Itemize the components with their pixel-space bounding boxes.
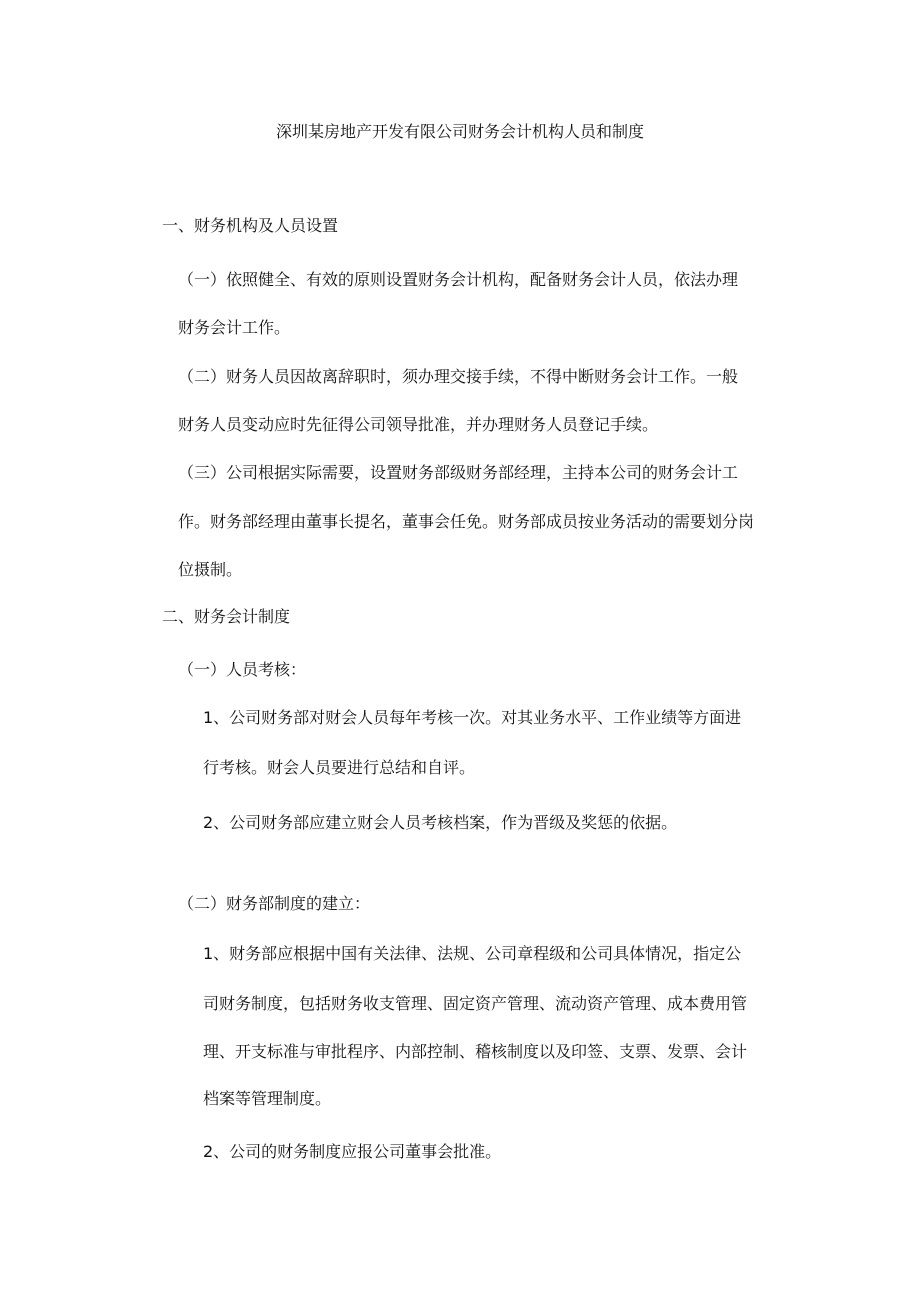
section-heading-2: 二、财务会计制度	[162, 607, 291, 626]
subsection-1-point-1-line-1: 1、公司财务部对财会人员每年考核一次。对其业务水平、工作业绩等方面进	[203, 708, 742, 727]
section-heading-1: 一、财务机构及人员设置	[162, 216, 339, 235]
subsection-2-point-1-line-1: 1、财务部应根据中国有关法律、法规、公司章程级和公司具体情况，指定公	[203, 944, 742, 963]
paragraph-2-line-2: 财务人员变动应时先征得公司领导批准，并办理财务人员登记手续。	[178, 415, 659, 434]
paragraph-3-line-2: 作。财务部经理由董事长提名，董事会任免。财务部成员按业务活动的需要划分岗	[178, 512, 755, 531]
paragraph-1-line-2: 财务会计工作。	[178, 318, 291, 337]
subsection-2-point-1-line-2: 司财务制度，包括财务收支管理、固定资产管理、流动资产管理、成本费用管	[203, 994, 748, 1013]
paragraph-1-line-1: （一）依照健全、有效的原则设置财务会计机构，配备财务会计人员，依法办理	[178, 270, 739, 289]
subsection-2-point-1-line-4: 档案等管理制度。	[203, 1089, 332, 1108]
subsection-heading-1: （一）人员考核：	[178, 660, 307, 679]
subsection-1-point-2-line-1: 2、公司财务部应建立财会人员考核档案，作为晋级及奖惩的依据。	[203, 813, 678, 832]
paragraph-2-line-1: （二）财务人员因故离辞职时，须办理交接手续，不得中断财务会计工作。一般	[178, 367, 739, 386]
subsection-heading-2: （二）财务部制度的建立：	[178, 894, 371, 913]
subsection-1-point-1-line-2: 行考核。财会人员要进行总结和自评。	[203, 758, 476, 777]
document-title: 深圳某房地产开发有限公司财务会计机构人员和制度	[275, 122, 644, 141]
paragraph-3-line-3: 位摄制。	[178, 560, 243, 579]
subsection-2-point-1-line-3: 理、开支标准与审批程序、内部控制、稽核制度以及印签、支票、发票、会计	[203, 1042, 748, 1061]
subsection-2-point-2-line-1: 2、公司的财务制度应报公司董事会批准。	[203, 1142, 502, 1161]
paragraph-3-line-1: （三）公司根据实际需要，设置财务部级财务部经理，主持本公司的财务会计工	[178, 463, 739, 482]
